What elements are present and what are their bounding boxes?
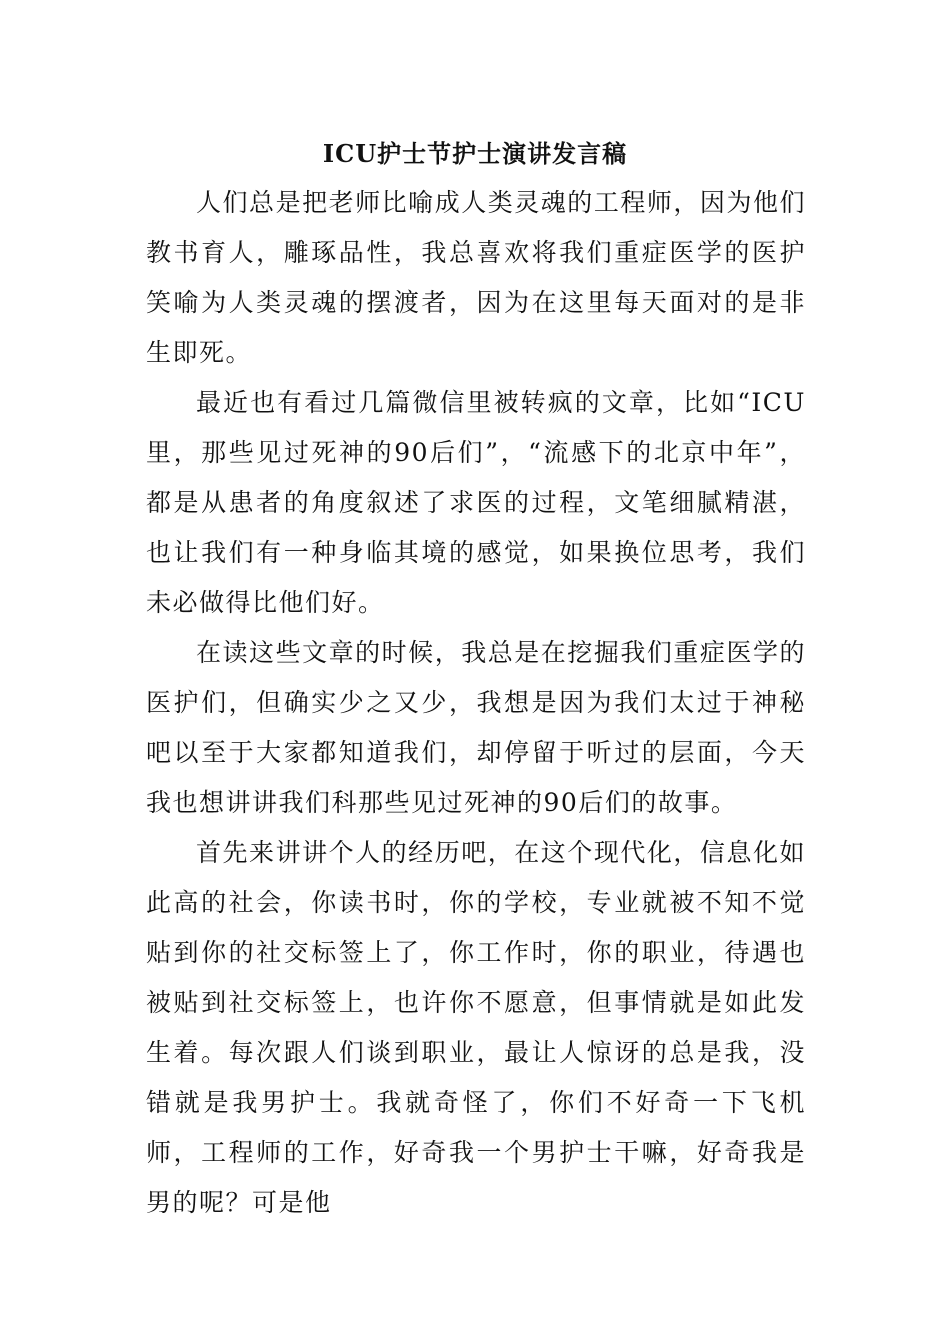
paragraph: 最近也有看过几篇微信里被转疯的文章，比如“ICU里，那些见过死神的90后们”，“流感下的北京中年”，都是从患者的角度叙述了求医的过程，文笔细腻精湛，也让我们有一种身临其境的感觉，如果换位思考，我们未必做得比他们好。 xyxy=(146,388,806,617)
paragraph: 在读这些文章的时候，我总是在挖掘我们重症医学的医护们，但确实少之又少，我想是因为我们太过于神秘吧以至于大家都知道我们，却停留于听过的层面，今天我也想讲讲我们科那些见过死神的90后们的故事。 xyxy=(146,638,806,817)
paragraph: 人们总是把老师比喻成人类灵魂的工程师，因为他们教书育人，雕琢品性，我总喜欢将我们重症医学的医护笑喻为人类灵魂的摆渡者，因为在这里每天面对的是非生即死。 xyxy=(146,188,806,367)
paragraph: 首先来讲讲个人的经历吧，在这个现代化，信息化如此高的社会，你读书时，你的学校，专业就被不知不觉贴到你的社交标签上了，你工作时，你的职业，待遇也被贴到社交标签上，也许你不愿意，但事情就是如此发生着。每次跟人们谈到职业，最让人惊讶的总是我，没错就是我男护士。我就奇怪了，你们不好奇一下飞机师，工程师的工作，好奇我一个男护士干嘛，好奇我是男的呢？可是他 xyxy=(146,838,806,1217)
document-title: ICU护士节护士演讲发言稿 xyxy=(322,139,628,168)
document-body xyxy=(146,178,806,1228)
